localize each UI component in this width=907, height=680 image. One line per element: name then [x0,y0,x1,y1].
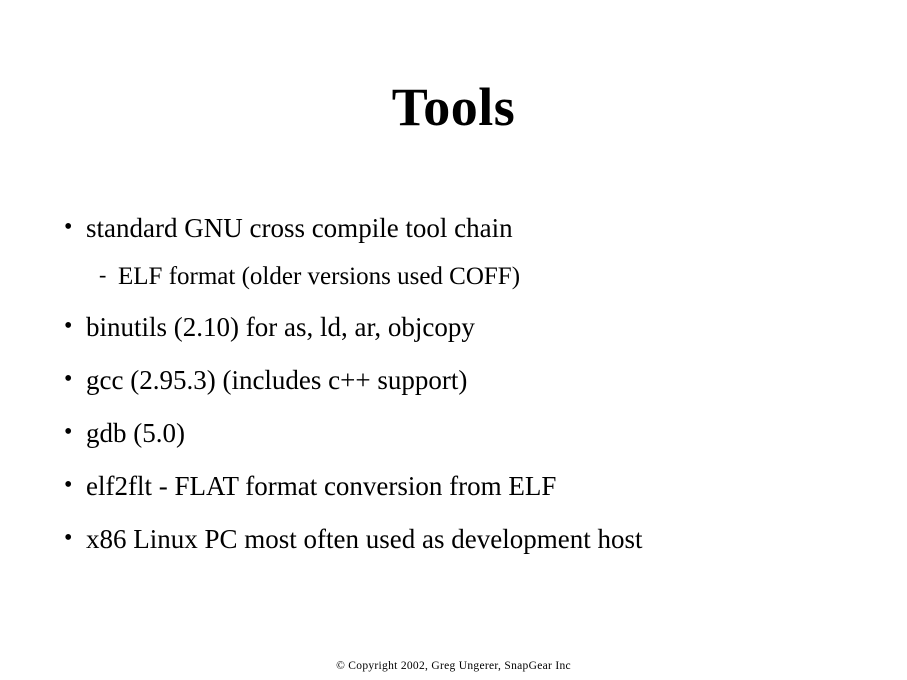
list-item [56,526,856,553]
bullet-marker: • [64,366,73,392]
bullet-marker: • [64,214,73,240]
list-item-label: binutils (2.10) for as, ld, ar, objcopy [86,312,475,342]
list-item [56,314,856,341]
list-item-label: x86 Linux PC most often used as development host [86,524,643,554]
list-item [56,420,856,447]
list-item-label: standard GNU cross compile tool chain [86,213,513,243]
bullet-marker: • [64,472,73,498]
bullet-list [56,215,856,579]
list-item [56,264,856,289]
list-item-label: ELF format (older versions used COFF) [118,263,521,290]
bullet-marker: - [99,262,107,287]
bullet-marker: • [64,313,73,339]
list-item-label: elf2flt - FLAT format conversion from ELF [86,471,557,501]
bullet-marker: • [64,525,73,551]
list-item-label: gcc (2.95.3) (includes c++ support) [86,365,468,395]
list-item [56,215,856,242]
copyright-footer: © Copyright 2002, Greg Ungerer, SnapGear Inc [336,660,571,672]
list-item [56,367,856,394]
list-item-label: gdb (5.0) [86,418,185,448]
list-item [56,473,856,500]
page-title: Tools [391,77,516,137]
bullet-marker: • [64,419,73,445]
